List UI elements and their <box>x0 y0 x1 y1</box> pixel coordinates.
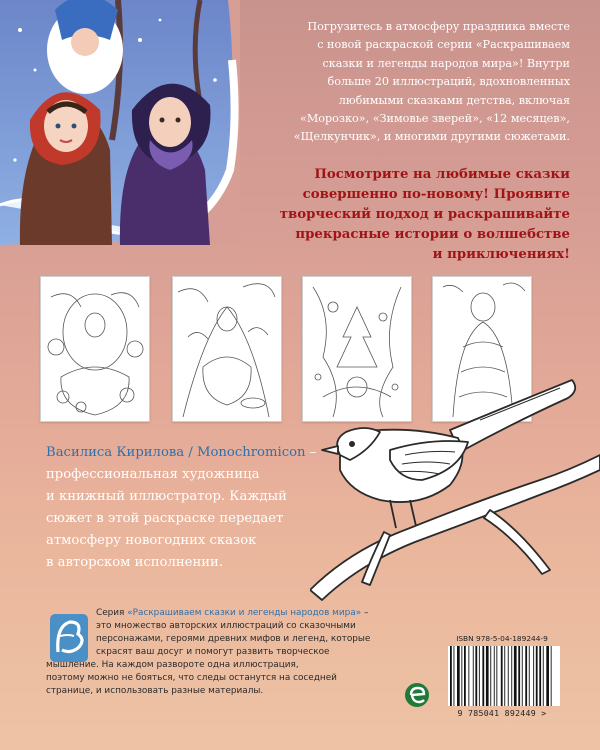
isbn-label: ISBN 978-5-04-189244-9 <box>456 634 548 643</box>
intro-line: Погрузитесь в атмосферу праздника вместе <box>307 20 570 33</box>
coloring-preview-1 <box>40 276 150 422</box>
barcode <box>448 646 560 706</box>
series-logo <box>48 612 90 664</box>
series-line: мышление. На каждом развороте одна иллюстрация, <box>46 660 299 670</box>
intro-line: «Морозко», «Зимовье зверей», «12 месяцев», <box>299 112 570 126</box>
series-line: это множество авторских иллюстраций со сказочными <box>96 621 356 631</box>
series-line: поэтому можно не бояться, что следы останутся на соседней <box>46 673 337 683</box>
intro-line: любимыми сказками детства, включая <box>338 93 570 107</box>
series-line: странице, и использовать разные материалы. <box>46 686 264 696</box>
bird-on-branch-illustration <box>310 360 600 605</box>
coloring-preview-2 <box>172 276 282 422</box>
author-paragraph <box>46 442 336 574</box>
author-line: атмосферу новогодних сказок <box>46 533 257 548</box>
callout-line: прекрасные истории о волшебстве <box>295 227 570 242</box>
winter-fairy-tale-illustration <box>0 0 240 245</box>
series-suffix: – <box>361 608 369 618</box>
intro-line: сказки и легенды народов мира»! Внутри <box>322 56 570 70</box>
publisher-logo <box>404 682 430 708</box>
author-line: сюжет в этой раскраске передает <box>46 511 284 526</box>
series-line: персонажами, героями древних мифов и легенд, которые <box>96 634 371 644</box>
author-dash: – <box>305 445 317 460</box>
author-line: в авторском исполнении. <box>46 555 224 570</box>
author-line: и книжный иллюстратор. Каждый <box>46 489 287 504</box>
series-line: скрасят ваш досуг и помогут развить творческое <box>96 647 330 657</box>
author-name: Василиса Кирилова / Monochromicon <box>46 445 306 460</box>
author-line: профессиональная художница <box>46 467 260 482</box>
intro-line: с новой раскраской серии «Раскрашиваем <box>317 38 570 52</box>
callout-line: творческий подход и раскрашивайте <box>279 207 570 222</box>
series-lead-line <box>96 607 396 620</box>
callout-line: совершенно по-новому! Проявите <box>302 187 570 202</box>
isbn-barcode-block <box>438 634 566 724</box>
intro-line: «Щелкунчик», и многими другими сюжетами. <box>293 130 570 144</box>
barcode-number: 9 785041 892449 > <box>457 708 547 718</box>
callout-line: Посмотрите на любимые сказки <box>314 167 570 182</box>
series-title: «Раскрашиваем сказки и легенды народов мира» <box>127 608 362 618</box>
callout-line: и приключениях! <box>432 247 570 262</box>
intro-paragraph <box>252 18 570 147</box>
series-description <box>46 607 396 698</box>
author-line <box>46 442 336 464</box>
callout-paragraph <box>252 165 570 265</box>
series-prefix: Серия <box>96 608 128 618</box>
intro-line: больше 20 иллюстраций, вдохновленных <box>327 75 570 89</box>
